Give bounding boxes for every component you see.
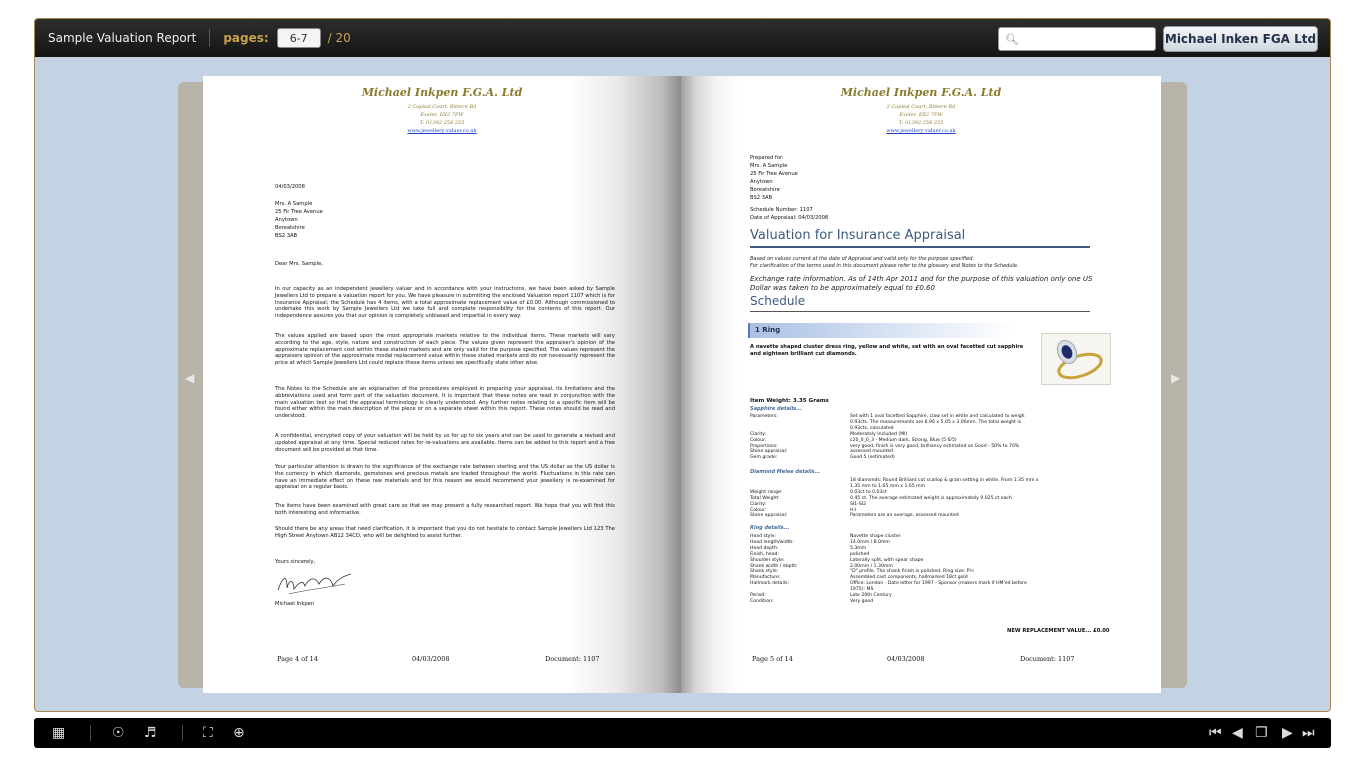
schedule-number: Schedule Number: 1107 [750, 207, 813, 213]
spec-row: Shoulder style: Laterally split, with spear shape [750, 557, 924, 563]
ring-details-heading: Ring details... [750, 525, 790, 531]
toolbar-separator [182, 725, 183, 741]
footer-date: 04/03/2008 [887, 655, 925, 663]
letterhead-line2: Exeter, EX2 7FW [420, 112, 464, 118]
footer-page-number: Page 4 of 14 [277, 655, 318, 663]
address-line: Anytown [275, 217, 298, 223]
letterhead-line1: 2 Capital Court, Bittern Rd [886, 104, 956, 110]
spec-row: Stone appraisal: Parameters are an average, assessed mounted [750, 513, 959, 519]
letter-paragraph: The values applied are based upon the most appropriate markets relative to the individual items. These markets will vary according to the age, style, nature and construction of each piece. The values given represent the appraiser's opinion of the approximate replacement cost within these stated markets and are only valid for the purpose specified. The values represent the appraisers opinion of the approximate modal replacement value within these stated markets and do not necessarily represent the price at which Sample Jewellers Ltd could replace these items unless we specifically state other wise. [275, 333, 615, 367]
letter-paragraph: A confidential, encrypted copy of your valuation will be held by us for up to six years and can be used to generate a revised and updated appraisal at any time. Special reduced rates for re-valuations are available. Items can be added to this report and a free document will be provided at that time. [275, 433, 615, 453]
spec-row: Finish, head: polished [750, 551, 870, 557]
ring-image [1042, 334, 1112, 386]
footer-document: Document: 1107 [545, 655, 600, 663]
valuation-title: Valuation for Insurance Appraisal [750, 228, 966, 243]
spec-row: Stone appraisal: assessed mounted [750, 449, 894, 455]
schedule-heading: Schedule [750, 294, 806, 308]
title-rule [750, 246, 1090, 248]
prepared-for-line: 25 Fir Tree Avenue [750, 171, 798, 177]
search-icon: 🔍︎ [1005, 32, 1019, 46]
spec-row: 18 diamonds: Round Brilliant cut scallop & grain setting in white. From 1.35 mm x 1.35 mm to 1.65 mm x 1.65 mm [850, 478, 1039, 489]
prepared-for-line: Boreatshire [750, 187, 780, 193]
exchange-rate-note: Exchange rate information. As of 14th Apr 2011 and for the purpose of this valuation only one US Dollar was taken to be approximately equal to £0.60 [750, 275, 1093, 292]
spec-row: Parameters: Set with 1 oval facetted Sapphire, claw set in white and calculated to weigh 0.93cts. The measurements are 6.96 x 5.05 x 3.06mm. The total weight is 0.93cts, calculated [750, 414, 1025, 431]
previous-page-arrow[interactable]: ◀ [185, 371, 195, 385]
toolbar-separator [90, 725, 91, 741]
spec-row: Head length/width: 14.0mm / 8.0mm [750, 539, 890, 545]
basis-note: Based on values current at the date of Appraisal and valid only for the purpose specified. [750, 256, 974, 262]
search-input[interactable] [1021, 30, 1151, 48]
top-toolbar [35, 19, 1330, 57]
letterhead-website[interactable]: www.jewellery-valuer.co.uk [407, 128, 477, 134]
fullscreen-icon[interactable]: ⛶ [203, 725, 213, 741]
single-page-icon[interactable]: ❐ [1255, 725, 1268, 741]
letterhead-name: Michael Inkpen F.G.A. Ltd [840, 86, 1002, 99]
bottom-toolbar [34, 718, 1331, 748]
spec-row: Weight range: 0.03ct to 0.03ct [750, 489, 887, 495]
prepared-for-line: BS2 3AB [750, 195, 773, 201]
diamond-details-heading: Diamond Melee details... [750, 469, 821, 475]
footer-document: Document: 1107 [1020, 655, 1075, 663]
replacement-value: NEW REPLACEMENT VALUE... £0.00 [1007, 628, 1110, 634]
address-line: 25 Fir Tree Avenue [275, 209, 323, 215]
letterhead-website[interactable]: www.jewellery-valuer.co.uk [886, 128, 956, 134]
toolbar-separator [209, 29, 210, 47]
address-line: Mrs. A Sample [275, 201, 313, 207]
letterhead-line3: T: 01392 258 255 [898, 120, 944, 126]
spec-row: Period: Late 20th Century [750, 593, 892, 599]
diamond-details-table [750, 478, 1040, 519]
zoom-icon[interactable]: ⊕ [233, 725, 245, 741]
company-button[interactable]: Michael Inken FGA Ltd [1163, 26, 1318, 52]
next-page-arrow[interactable]: ▶ [1171, 371, 1181, 385]
letter-paragraph: The items have been examined with great care so that we may present a fully researched report. We hope that you will find this both interesting and informative. [275, 503, 615, 516]
letter-paragraph: In our capacity as an independent jewellery valuer and in accordance with your instructions, we have been asked by Sample Jewellers Ltd to prepare a valuation report for you. We have pleasure in submitting the enclosed Valuation report 1107 which is for Insurance Appraisal; the Schedule has 4 items, with a total approximate replacement value of £0.00. Although commissioned to undertake this work by Sample Jewellers Ltd we take full and complete responsibility for the contents of this report. Our independence assures you that our opinion is completely unbiased and impartial in every way. [275, 286, 615, 320]
spec-row: Manufacture: Assembled cast components, hallmarked 18ct gold [750, 575, 968, 581]
address-line: BS2 3AB [275, 233, 298, 239]
letter-date: 04/03/2008 [275, 184, 305, 190]
page-number-input[interactable] [277, 28, 321, 48]
signer-name: Michael Inkpen [275, 601, 315, 607]
footer-date: 04/03/2008 [412, 655, 450, 663]
letter-paragraph: Should there be any areas that need clarification, it is important that you do not hesitate to contact Sample Jewellers Ltd 123 The High Street Anytown AB12 34CD, who will be delighted to assist further. [275, 526, 615, 539]
ring-details-table [750, 534, 1040, 605]
spec-row: Gem grade: Good 5 (estimated) [750, 455, 895, 461]
spec-row: Head depth: 5.3mm [750, 545, 867, 551]
spec-row: Proportions: very good, finish is very good, brilliancy estimated as Good - 50% to 70% [750, 443, 1020, 449]
spec-row: Hallmark details: Office: London - Date letter for 1997 - Sponsor (makers mark if HM'ed before 1975): MS [750, 581, 1027, 593]
basis-note: For clarification of the terms used in this document please refer to the glossary and Notes to the Schedule. [750, 263, 1019, 269]
date-of-appraisal: Date of Appraisal: 04/03/2008 [750, 215, 829, 221]
letterhead-line2: Exeter, EX2 7FW [899, 112, 943, 118]
letter-paragraph: Your particular attention is drawn to the significance of the exchange rate between sterling and the US dollar as the US dollar is the currency in which diamonds, gemstones and precious metals are traded throughout the world. Fluctuations in this rate can have an immediate effect on these raw materials and for this reason we would recommend your jewellery is re-examined for appraisal on a regular basis. [275, 464, 615, 491]
sound-icon[interactable]: ♬ [144, 725, 157, 741]
share-icon[interactable]: ☉ [112, 725, 125, 741]
pages-label: pages: [223, 31, 269, 45]
document-title: Sample Valuation Report [48, 31, 197, 45]
item-description: A navette shaped cluster dress ring, yellow and white, set with an oval facetted cut sapphire and eighteen brilliant cut diamonds. [750, 344, 1024, 357]
sapphire-details-table [750, 414, 1040, 461]
flipbook-viewer [34, 18, 1331, 712]
letterhead-line3: T: 01392 258 255 [419, 120, 465, 126]
item-heading-bar [748, 323, 1014, 338]
prepared-for-line: Mrs. A Sample [750, 163, 788, 169]
spec-row: Condition: Very good [750, 598, 874, 604]
spec-row: Shank width / depth: 2.00mm / 1.30mm [750, 563, 893, 569]
item-heading: 1 Ring [755, 326, 781, 334]
prepared-for-line: Anytown [750, 179, 773, 185]
letter-paragraph: The Notes to the Schedule are an explanation of the procedures employed in preparing your appraisal, its limitations and the abbreviations used and form part of the valuation document. It is important that these notes are read in conjunction with the main valuation text so that the appraisal terminology is clearly understood. Any further notes relating to a specific item will be found either within the main description of the piece or on a separate sheet within this report. These notes should be read and understood. [275, 386, 615, 420]
previous-page-icon[interactable]: ◀ [1232, 725, 1243, 741]
sapphire-details-heading: Sapphire details... [750, 406, 802, 412]
spec-row: Clarity: SI1-SI2 [750, 501, 867, 507]
address-line: Boreatshire [275, 225, 305, 231]
page-total: / 20 [327, 31, 351, 45]
spec-row: Total Weight: 0.45 ct. The average estimated weight is approximately 0.025 ct each [750, 495, 1012, 501]
salutation: Dear Mrs. Sample, [275, 261, 323, 267]
letterhead-line1: 2 Capital Court, Bittern Rd [407, 104, 477, 110]
schedule-rule [750, 311, 1090, 312]
signature-image [275, 568, 355, 598]
right-page[interactable] [681, 76, 1161, 693]
closing: Yours sincerely, [275, 559, 316, 565]
last-page-icon[interactable]: ⏭ [1302, 725, 1315, 741]
first-page-icon[interactable]: ⏮ [1209, 725, 1222, 741]
search-box[interactable] [998, 27, 1156, 51]
spec-row: Colour: c20_0_0_3 - Medium dark, Strong, Blue (5 6/5) [750, 437, 957, 443]
left-page[interactable] [203, 76, 681, 693]
footer-page-number: Page 5 of 14 [752, 655, 793, 663]
grid-icon[interactable]: ▦ [52, 725, 66, 741]
letterhead-name: Michael Inkpen F.G.A. Ltd [361, 86, 523, 99]
item-weight: Item Weight: 3.35 Grams [750, 398, 829, 404]
next-page-icon[interactable]: ▶ [1282, 725, 1293, 741]
spec-row: Clarity: Moderately Included (MI) [750, 431, 908, 437]
spec-row: Head style: Navette shape cluster [750, 534, 901, 539]
spec-row: Colour: H-I [750, 507, 857, 513]
ring-photo [1041, 333, 1111, 385]
prepared-for-line: Prepared for: [750, 155, 784, 161]
spec-row: Shank style: "D" profile. The shank finish is polished. Ring size: P½ [750, 569, 974, 575]
